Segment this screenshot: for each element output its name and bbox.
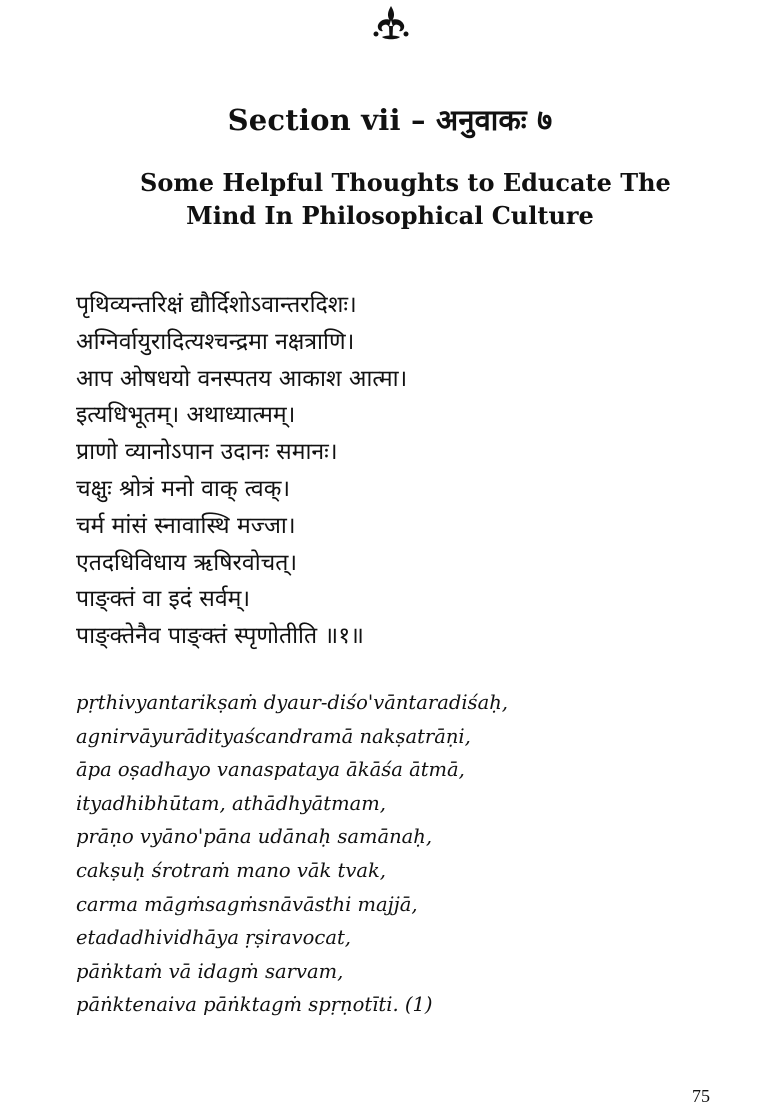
sanskrit-line: पृथिव्यन्तरिक्षं द्यौर्दिशोऽवान्तरदिशः। xyxy=(76,292,357,318)
sanskrit-line: चक्षुः श्रोत्रं मनो वाक् त्वक्। xyxy=(76,475,291,502)
page-number: 75 xyxy=(692,1086,710,1106)
transliteration-line: ityadhibhūtam, athādhyātmam, xyxy=(76,791,386,815)
chapter-subtitle xyxy=(140,166,671,232)
sanskrit-line: एतदधिविधाय ऋषिरवोचत्। xyxy=(76,549,298,576)
sanskrit-line: प्राणो व्यानोऽपान उदानः समानः। xyxy=(76,439,338,466)
transliteration-line: cakṣuḥ śrotraṁ mano vāk tvak, xyxy=(76,858,386,882)
transliteration-line: etadadhividhāya ṛṣiravocat, xyxy=(76,926,351,950)
sanskrit-line: आप ओषधयो वनस्पतय आकाश आत्मा। xyxy=(76,365,408,392)
sanskrit-verse xyxy=(76,287,736,655)
subtitle-line: Mind In Philosophical Culture xyxy=(186,201,594,230)
subtitle-line: Some Helpful Thoughts to Educate The xyxy=(140,168,671,197)
transliteration-line: agnirvāyurādityaścandramā nakṣatrāṇi, xyxy=(76,724,471,748)
sanskrit-line: इत्यधिभूतम्। अथाध्यात्मम्। xyxy=(76,402,296,429)
transliteration-line: pāṅktenaiva pāṅktagṁ spṛṇotīti. (1) xyxy=(76,993,433,1017)
transliteration-line: pāṅktaṁ vā idagṁ sarvam, xyxy=(76,959,344,983)
floral-ornament-icon xyxy=(370,4,412,44)
sanskrit-line: पाङ्क्तेनैव पाङ्क्तं स्पृणोतीति ॥१॥ xyxy=(76,623,364,650)
sanskrit-line: पाङ्क्तं वा इदं सर्वम्। xyxy=(76,586,251,613)
sanskrit-line: अग्निर्वायुरादित्यश्चन्द्रमा नक्षत्राणि। xyxy=(76,328,355,355)
transliteration-line: carma māgṁsagṁsnāvāsthi majjā, xyxy=(76,892,418,916)
transliteration-verse xyxy=(76,686,736,1022)
transliteration-line: pṛthivyantarikṣaṁ dyaur-diśo'vāntaradiśaḥ, xyxy=(76,691,508,714)
transliteration-line: āpa oṣadhayo vanaspataya ākāśa ātmā, xyxy=(76,758,465,782)
sanskrit-line: चर्म मांसं स्नावास्थि मज्जा। xyxy=(76,512,296,539)
transliteration-line: prāṇo vyāno'pāna udānaḥ samānaḥ, xyxy=(76,825,433,849)
section-title: Section vii – अनुवाकः ७ xyxy=(227,103,553,137)
